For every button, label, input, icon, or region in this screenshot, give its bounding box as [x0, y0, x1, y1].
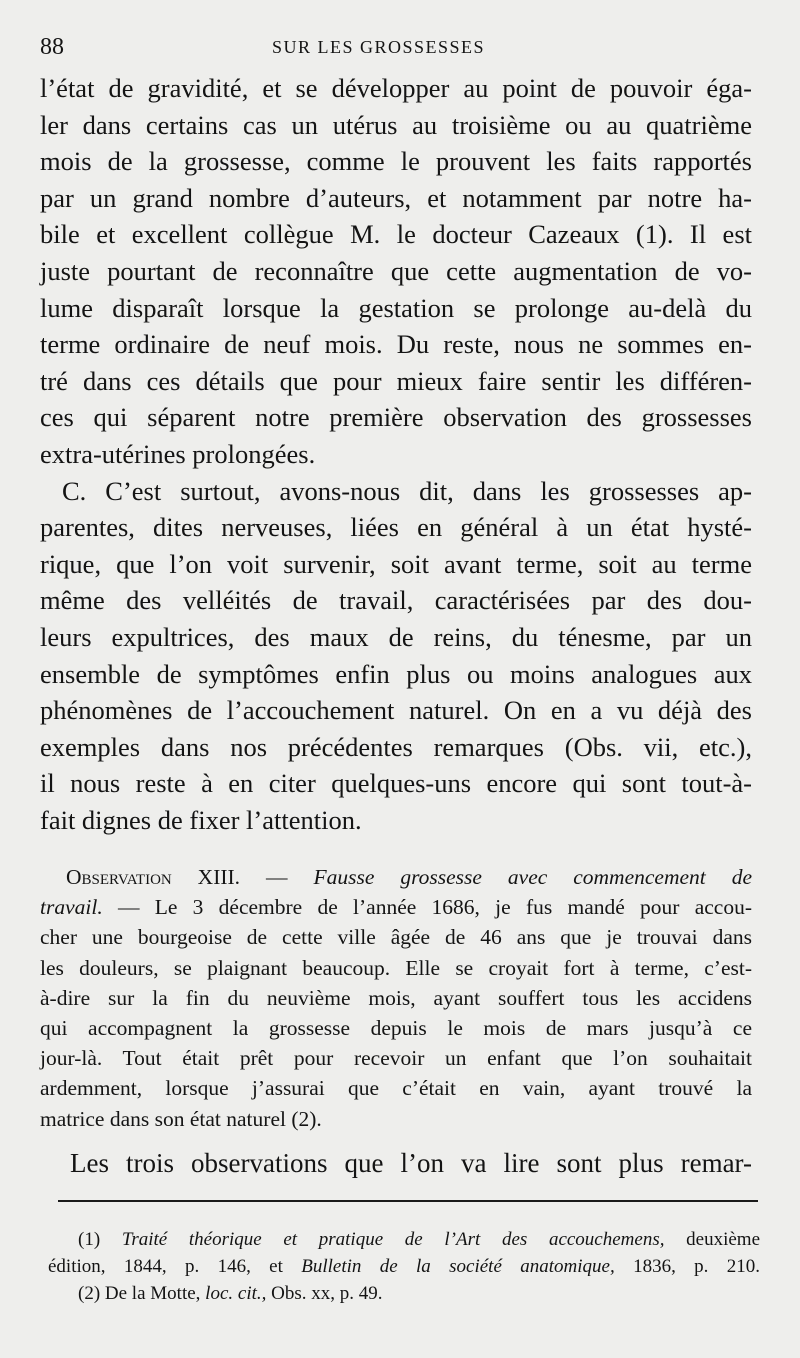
observation-title-end: travail. — [40, 895, 103, 920]
text-line: l’état de gravidité, et se développer au point de pouvoir éga- — [40, 73, 752, 103]
text-line: juste pourtant de reconnaître que cette augmentation de vo- — [40, 255, 752, 286]
text-line: parentes, dites nerveuses, liées en général à un état hysté- — [40, 512, 752, 543]
footnote-marker: (1) — [78, 1229, 101, 1250]
footnote-title: loc. cit., — [205, 1283, 267, 1304]
text-line: lume disparaît lorsque la gestation se prolonge au-delà du — [40, 292, 752, 323]
footnote-1-continued — [48, 1253, 760, 1280]
text-line: ler dans certains cas un utérus au troisième ou au quatrième — [40, 109, 752, 140]
footnote-text: édition, 1844, p. 146, et — [48, 1256, 283, 1277]
observation-title: Fausse grossesse avec commencement de — [313, 865, 752, 889]
observation-line: à-dire sur la fin du neuvième mois, ayant souffert tous les accidens — [40, 985, 752, 1010]
text-line: ces qui séparent notre première observation des grossesses — [40, 402, 752, 433]
text-line: terme ordinaire de neuf mois. Du reste, nous ne sommes en- — [40, 329, 752, 360]
page-number: 88 — [40, 34, 64, 60]
observation-line: qui accompagnent la grossesse depuis le mois de mars jusqu’à ce — [40, 1015, 752, 1040]
text-line: ensemble de symptômes enfin plus ou moins analogues aux — [40, 658, 752, 689]
footnote-text: Obs. xx, p. 49. — [271, 1283, 383, 1304]
footnote-title: Traité théorique et pratique de l’Art des accouchemens, — [121, 1229, 665, 1250]
closing-paragraph — [70, 1144, 752, 1182]
observation-block — [40, 862, 752, 1134]
text-line: par un grand nombre d’auteurs, et notamment par notre ha- — [40, 182, 752, 213]
text-line: leurs expultrices, des maux de reins, du ténesme, par un — [40, 621, 752, 652]
observation-heading-line — [40, 862, 752, 892]
text-line: fait dignes de fixer l’attention. — [40, 804, 362, 835]
text-line: mois de la grossesse, comme le prouvent les faits rapportés — [40, 146, 752, 177]
observation-line — [40, 892, 752, 922]
footnote-divider — [58, 1200, 758, 1202]
running-head — [40, 34, 760, 64]
observation-line: ardemment, lorsque j’assurai que c’était en vain, ayant trouvé la — [40, 1076, 752, 1101]
footnote-marker: (2) — [78, 1283, 101, 1304]
observation-line: les douleurs, se plaignant beaucoup. Elle se croyait fort à terme, c’est- — [40, 955, 752, 980]
observation-dash: — — [240, 865, 314, 889]
text-line: exemples dans nos précédentes remarques (Obs. vii, etc.), — [40, 731, 752, 762]
text-line: même des velléités de travail, caractérisées par des dou- — [40, 585, 752, 616]
text-line: rique, que l’on voit survenir, soit avant terme, soit au terme — [40, 548, 752, 579]
text-line: il nous reste à en citer quelques-uns encore qui sont tout-à- — [40, 768, 752, 799]
text-line: C. C’est surtout, avons-nous dit, dans les grossesses ap- — [62, 475, 752, 506]
text-line: Les trois observations que l’on va lire sont plus remar- — [70, 1148, 752, 1178]
observation-line: cher une bourgeoise de cette ville âgée de 46 ans que je trouvai dans — [40, 925, 752, 950]
observation-heading: Observation XIII. — [66, 865, 241, 889]
footnote-1 — [48, 1226, 760, 1253]
main-text — [40, 70, 752, 838]
footnote-text: deuxième — [686, 1229, 761, 1250]
running-title: SUR LES GROSSESSES — [272, 37, 486, 57]
footnote-text: De la Motte, — [104, 1283, 201, 1304]
observation-text: — Le 3 décembre de l’année 1686, je fus mandé pour accou- — [117, 895, 752, 920]
footnote-2 — [48, 1280, 760, 1307]
text-line: tré dans ces détails que pour mieux faire sentir les différen- — [40, 365, 752, 396]
observation-line: jour-là. Tout était prêt pour recevoir un enfant que l’on souhaitait — [40, 1046, 752, 1071]
text-line: phénomènes de l’accouchement naturel. On en a vu déjà des — [40, 695, 752, 726]
observation-line: matrice dans son état naturel (2). — [40, 1106, 322, 1131]
footnotes — [48, 1226, 760, 1307]
footnote-text: 1836, p. 210. — [633, 1256, 761, 1277]
text-line: bile et excellent collègue M. le docteur Cazeaux (1). Il est — [40, 219, 752, 250]
footnote-title: Bulletin de la société anatomique, — [301, 1256, 615, 1277]
text-line: extra-utérines prolongées. — [40, 438, 316, 469]
